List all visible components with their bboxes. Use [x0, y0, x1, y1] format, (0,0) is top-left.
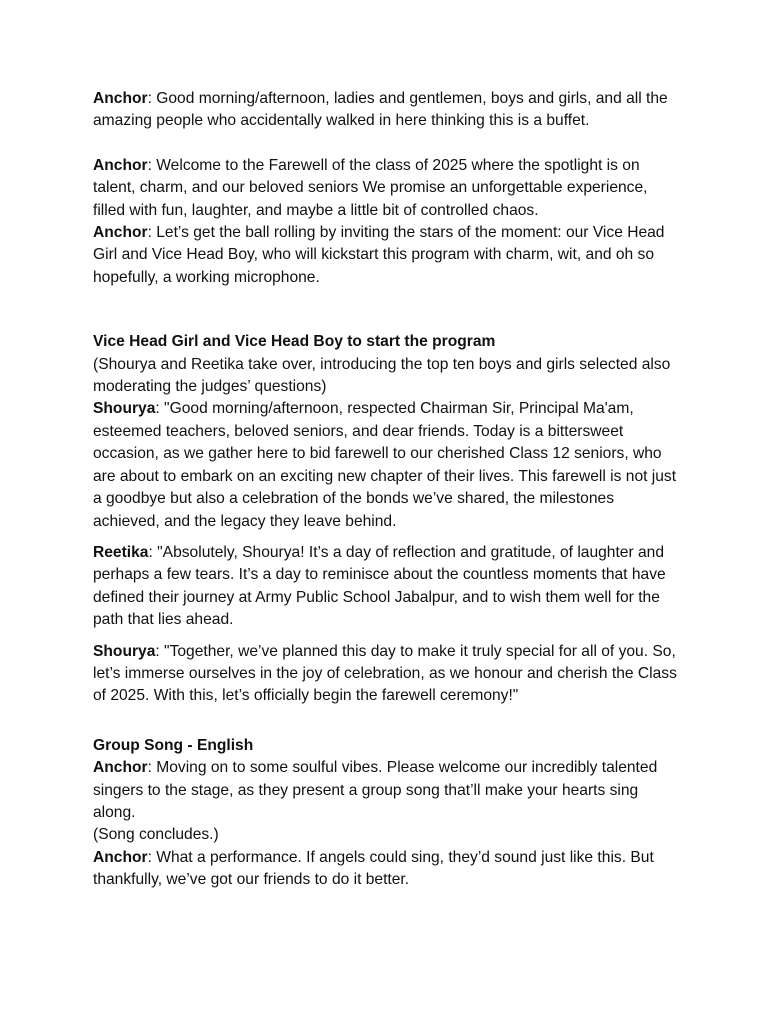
paragraph-anchor-invite — [93, 222, 683, 289]
paragraph-shourya-closing — [93, 641, 683, 708]
section-group-song — [93, 735, 683, 825]
speaker-label: Anchor — [93, 156, 148, 174]
paragraph-text: : Welcome to the Farewell of the class of 2025 where the spotlight is on talent, charm, and our beloved seniors We promise an unforgettable experience, filled with fun, laughter, and maybe a little bit of controlled chaos. — [93, 156, 648, 219]
paragraph-text: : "Absolutely, Shourya! It’s a day of reflection and gratitude, of laughter and perhaps a few tears. It’s a day to reminisce about the countless moments that have defined their journey at Army Public School Jabalpur, and to wish them well for the path that lies ahead. — [93, 543, 666, 629]
speaker-label: Anchor — [93, 848, 148, 866]
paragraph-anchor-performance — [93, 847, 683, 892]
speaker-label: Reetika — [93, 543, 149, 561]
speaker-label: Shourya — [93, 642, 156, 660]
paragraph-reetika — [93, 542, 683, 632]
paragraph-anchor-welcome — [93, 155, 683, 222]
speaker-label: Shourya — [93, 400, 156, 418]
paragraph-shourya-opening — [93, 398, 683, 532]
paragraph-anchor-greeting — [93, 88, 683, 133]
speaker-label: Anchor — [93, 759, 148, 777]
section-heading: Group Song - English — [93, 736, 254, 754]
stage-direction: (Shourya and Reetika take over, introducing the top ten boys and girls selected also moderating the judges’ questions) — [93, 355, 671, 396]
paragraph-text: : Moving on to some soulful vibes. Please welcome our incredibly talented singers to the stage, as they present a group song that’ll make your hearts sing along. — [93, 759, 658, 821]
speaker-label: Anchor — [93, 224, 148, 242]
paragraph-text: : "Together, we’ve planned this day to make it truly special for all of you. So, let’s immerse ourselves in the joy of celebration, as we honour and cherish the Class of 2025. With this, let’s officially begin the farewell ceremony!" — [93, 642, 677, 705]
paragraph-text: : Good morning/afternoon, ladies and gentlemen, boys and girls, and all the amazing people who accidentally walked in here thinking this is a buffet. — [93, 90, 668, 130]
section-vice-heads — [93, 331, 683, 398]
speaker-label: Anchor — [93, 90, 148, 107]
stage-direction-song-concludes: (Song concludes.) — [93, 826, 219, 844]
section-heading: Vice Head Girl and Vice Head Boy to start the program — [93, 333, 496, 351]
paragraph-text: : What a performance. If angels could sing, they’d sound just like this. But thankfully, we’ve got our friends to do it better. — [93, 848, 654, 889]
document-page — [93, 88, 683, 892]
paragraph-text: : Let’s get the ball rolling by inviting the stars of the moment: our Vice Head Girl and Vice Head Boy, who will kickstart this program with charm, wit, and oh so hopefully, a working microphone. — [93, 224, 665, 286]
paragraph-text: : "Good morning/afternoon, respected Chairman Sir, Principal Ma'am, esteemed teachers, beloved seniors, and dear friends. Today is a bittersweet occasion, as we gather here to bid farewell to our cherished Class 12 seniors, who are about to embark on an exciting new chapter of their lives. This farewell is not just a goodbye but also a celebration of the bonds we’ve shared, the milestones achieved, and the legacy they leave behind. — [93, 400, 677, 530]
